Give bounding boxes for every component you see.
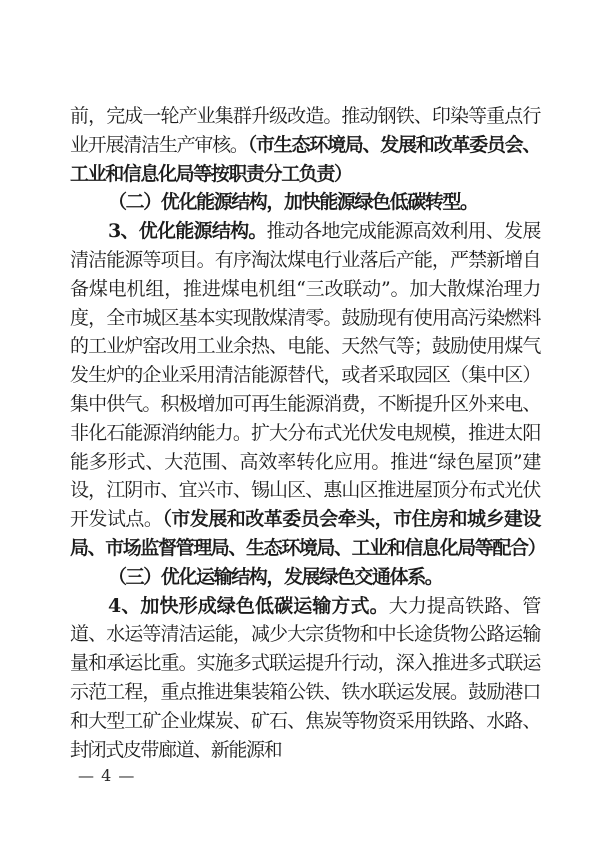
- text-run: 推动各地完成能源高效利用、发展清洁能源等项目。有序淘汰煤电行业落后产能，严禁新增自备煤电机组，推进煤电机组“三改联动”。加大散煤治理力度，全市城区基本实现散煤清零。鼓励现有使用高污染燃料的工业炉窑改用工业余热、电能、天然气等；鼓励使用煤气发生炉的企业采用清洁能源替代，或者采取园区（集中区）集中供气。积极增加可再生能源消费，不断提升区外来电、非化石能源消纳能力。扩大分布式光伏发电规模，推进太阳能多形式、大范围、高效率转化应用。推进“绿色屋顶”建设，江阴市、宜兴市、锡山区、惠山区推进屋顶分布式光伏开发试点。: [70, 220, 540, 531]
- responsibility-attribution-run: （市生态环境局、发展和改革委员会、工业和信息化局等按职责分工负责）: [70, 133, 540, 185]
- section-heading-3: [70, 563, 540, 592]
- paragraph-continuation: [70, 102, 540, 188]
- paragraph-item-4: [70, 592, 540, 765]
- paragraph-item-3: [70, 217, 546, 563]
- page-number: — 4 —: [78, 766, 136, 785]
- item-title-run: 3、优化能源结构。: [108, 220, 267, 243]
- heading-run: （三）优化运输结构，发展绿色交通体系。: [108, 565, 443, 588]
- section-heading-2: [70, 188, 540, 217]
- responsibility-attribution-run: （市发展和改革委员会牵头，市住房和城乡建设局、市场监督管理局、生态环境局、工业和信息化局等配合）: [70, 508, 546, 559]
- text-run: 前，完成一轮产业集群升级改造。推动钢铁、印染等重点行业开展清洁生产审核。: [70, 105, 540, 156]
- item-title-run: 4、加快形成绿色低碳运输方式。: [108, 594, 389, 617]
- heading-run: （二）优化能源结构，加快能源绿色低碳转型。: [108, 191, 478, 214]
- document-body: [70, 102, 546, 764]
- text-run: 大力提高铁路、管道、水运等清洁运能，减少大宗货物和中长途货物公路运输量和承运比重。实施多式联运提升行动，深入推进多式联运示范工程，重点推进集装箱公铁、铁水联运发展。鼓励港口和大型工矿企业煤炭、矿石、焦炭等物资采用铁路、水路、封闭式皮带廊道、新能源和: [70, 594, 540, 761]
